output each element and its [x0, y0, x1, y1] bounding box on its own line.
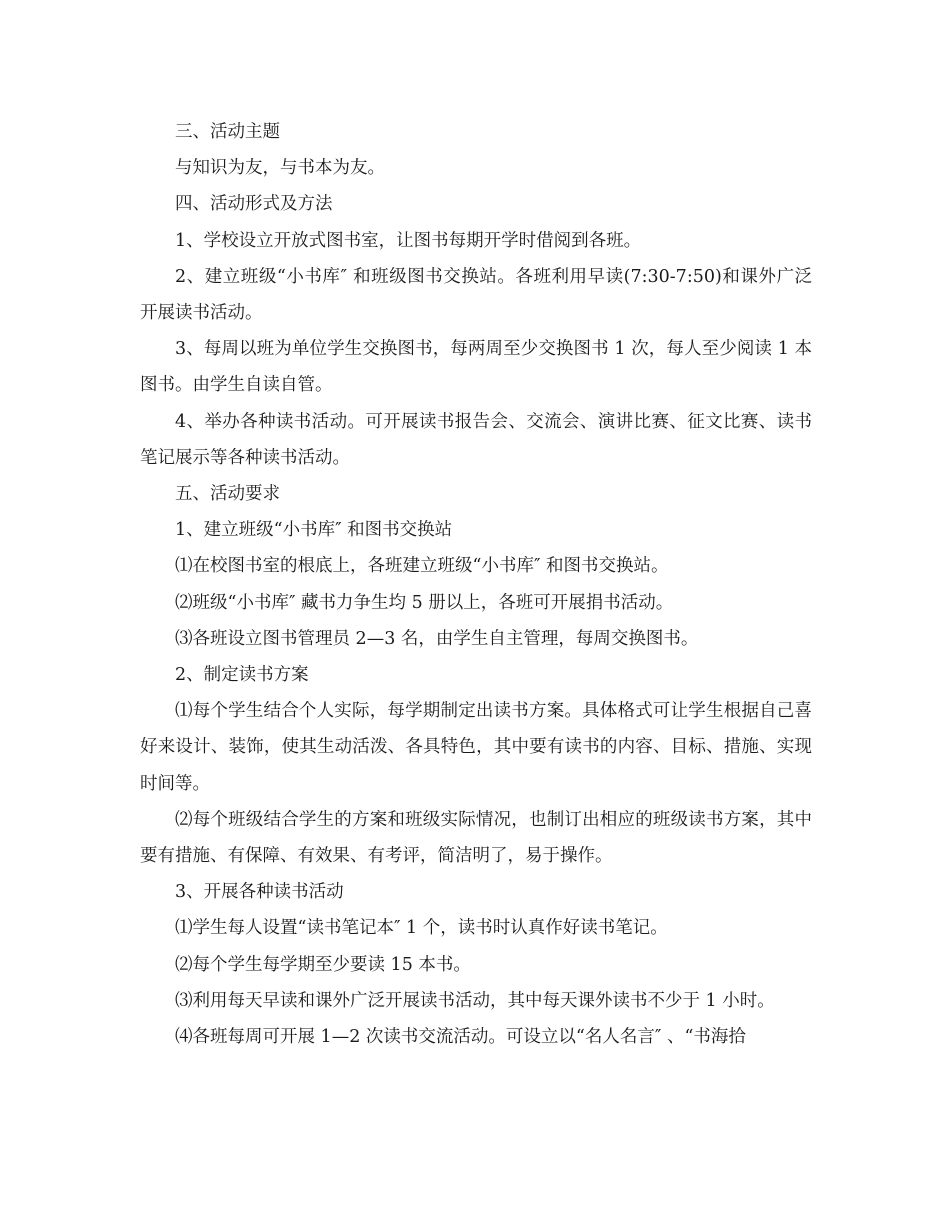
section-heading-methods: 四、活动形式及方法	[175, 194, 333, 215]
list-item: ⑵每个学生每学期至少要读 15 本书。	[175, 954, 471, 975]
list-item: 1、学校设立开放式图书室，让图书每期开学时借阅到各班。	[175, 230, 642, 251]
list-item: ⑷各班每周可开展 1—2 次读书交流活动。可设立以“名人名言″ 、“书海拾	[175, 1027, 746, 1048]
document-body	[140, 114, 812, 1055]
section-heading-theme: 三、活动主题	[175, 122, 280, 142]
subheading: 1、建立班级“小书库″ 和图书交换站	[175, 520, 453, 541]
list-item: ⑵班级“小书库″ 藏书力争生均 5 册以上，各班可开展捐书活动。	[175, 592, 674, 613]
list-item: 3、每周以班为单位学生交换图书，每两周至少交换图书 1 次，每人至少阅读 1 本图书。由学生自读自管。	[140, 339, 812, 396]
subheading: 3、开展各种读书活动	[175, 882, 344, 903]
list-item: 2、建立班级“小书库″ 和班级图书交换站。各班利用早读(7:30-7:50)和课外广泛开展读书活动。	[140, 266, 812, 324]
section-heading-requirements: 五、活动要求	[175, 484, 280, 505]
list-item: ⑴每个学生结合个人实际，每学期制定出读书方案。具体格式可让学生根据自己喜好来设计、装饰，使其生动活泼、各具特色，其中要有读书的内容、目标、措施、实现时间等。	[140, 701, 812, 794]
list-item: ⑴学生每人设置“读书笔记本″ 1 个，读书时认真作好读书笔记。	[175, 918, 668, 939]
paragraph: 与知识为友，与书本为友。	[175, 158, 385, 179]
list-item: ⑶利用每天早读和课外广泛开展读书活动，其中每天课外读书不少于 1 小时。	[175, 990, 775, 1011]
list-item: ⑵每个班级结合学生的方案和班级实际情况，也制订出相应的班级读书方案，其中要有措施、有保障、有效果、有考评，简洁明了，易于操作。	[140, 809, 812, 867]
subheading: 2、制定读书方案	[175, 665, 309, 686]
list-item: 4、举办各种读书活动。可开展读书报告会、交流会、演讲比赛、征文比赛、读书笔记展示等各种读书活动。	[140, 411, 812, 468]
list-item: ⑶各班设立图书管理员 2—3 名，由学生自主管理，每周交换图书。	[175, 628, 699, 649]
list-item: ⑴在校图书室的根底上，各班建立班级“小书库″ 和图书交换站。	[175, 556, 669, 577]
